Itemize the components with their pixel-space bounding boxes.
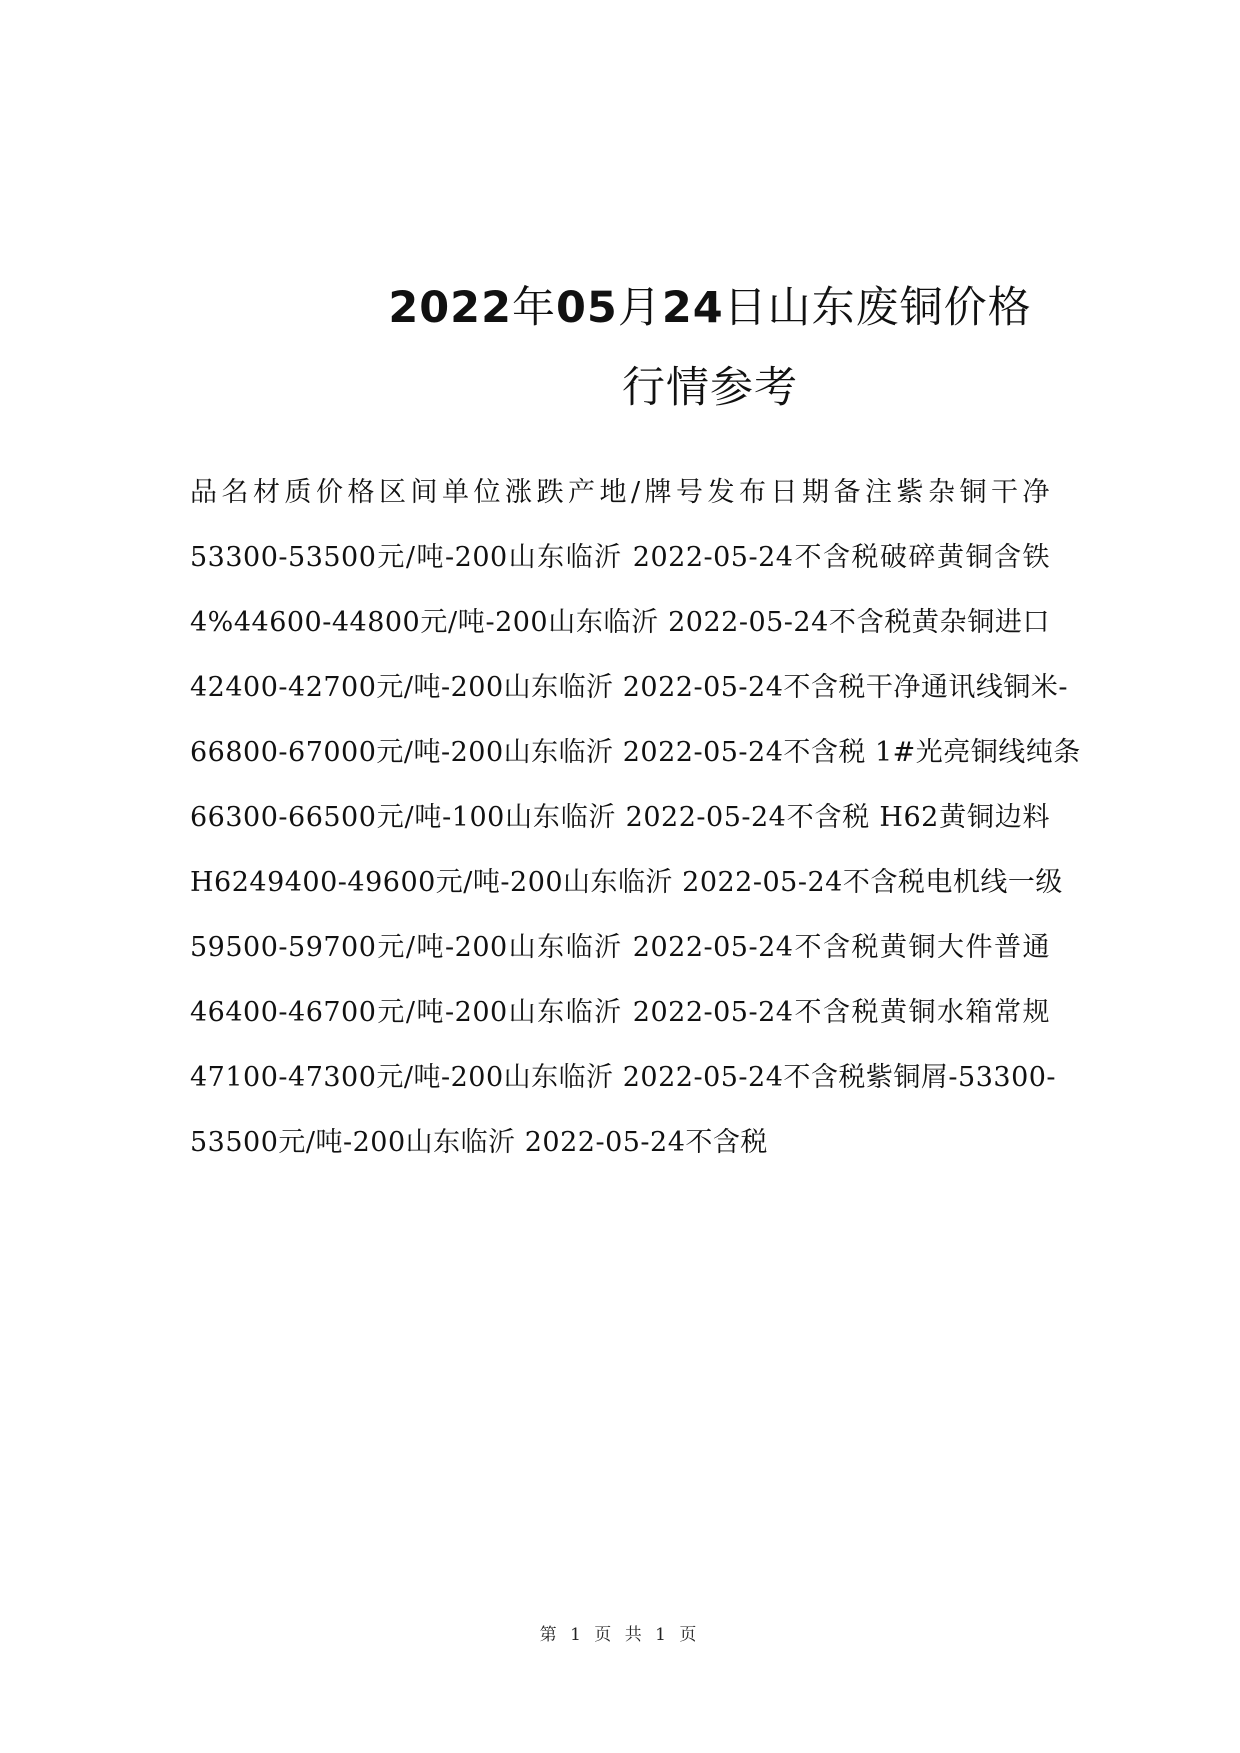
text-line: 46400-46700元/吨-200山东临沂 2022-05-24不含税黄铜水箱常规 — [190, 997, 1050, 1028]
document-title — [300, 268, 1120, 428]
text-line: 42400-42700元/吨-200山东临沂 2022-05-24不含税干净通讯线铜米- — [190, 672, 1069, 703]
title-year-unit: 年 — [512, 283, 556, 333]
price-text-block — [190, 460, 1081, 1175]
text-line: 53300-53500元/吨-200山东临沂 2022-05-24不含税破碎黄铜含铁 — [190, 542, 1050, 573]
text-line: H6249400-49600元/吨-200山东临沂 2022-05-24不含税电机线一级 — [190, 867, 1063, 898]
text-line: 47100-47300元/吨-200山东临沂 2022-05-24不含税紫铜屑-53300- — [190, 1062, 1057, 1093]
title-line-2: 行情参考 — [622, 363, 798, 413]
page-footer: 第 1 页 共 1 页 — [539, 1625, 701, 1645]
title-year: 2022 — [388, 283, 512, 333]
text-line: 66800-67000元/吨-200山东临沂 2022-05-24不含税 1#光亮铜线纯条 — [190, 737, 1081, 768]
text-line: 品名材质价格区间单位涨跌产地/牌号发布日期备注紫杂铜干净 — [190, 477, 1050, 508]
text-line: 53500元/吨-200山东临沂 2022-05-24不含税 — [190, 1127, 768, 1158]
text-line: 66300-66500元/吨-100山东临沂 2022-05-24不含税 H62黄铜边料 — [190, 802, 1050, 833]
title-month-unit: 月 — [617, 283, 662, 333]
title-day: 24 — [661, 283, 724, 333]
text-line: 59500-59700元/吨-200山东临沂 2022-05-24不含税黄铜大件普通 — [190, 932, 1050, 963]
title-month: 05 — [556, 283, 618, 333]
title-rest: 日山东废铜价格 — [723, 283, 1032, 333]
title-line-1 — [300, 268, 1120, 348]
text-line: 4%44600-44800元/吨-200山东临沂 2022-05-24不含税黄杂铜进口 — [190, 607, 1050, 638]
